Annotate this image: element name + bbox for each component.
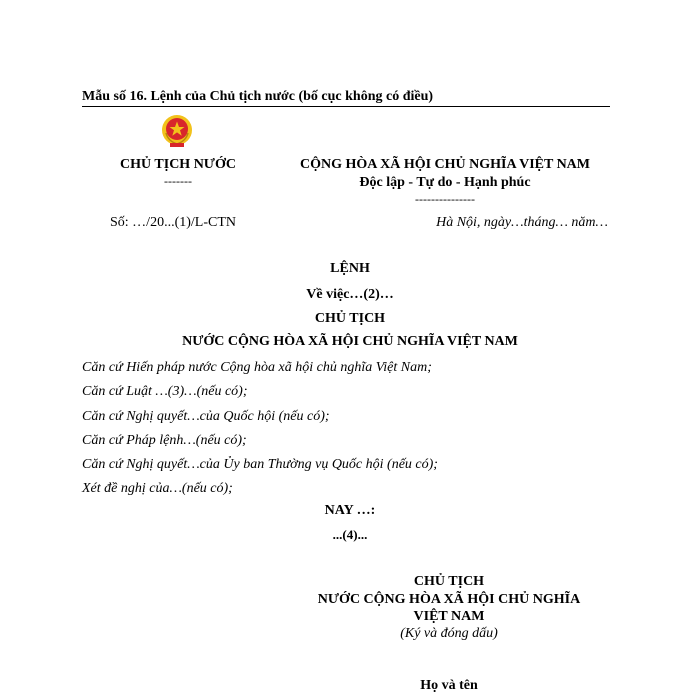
order-heading: NAY …:	[324, 503, 376, 518]
title-rule	[82, 106, 610, 107]
legal-basis-line: Căn cứ Pháp lệnh…(nếu có);	[82, 433, 247, 448]
issuer-title: CHỦ TỊCH	[314, 311, 386, 326]
issuing-authority: CHỦ TỊCH NƯỚC	[120, 157, 236, 172]
legal-basis-line: Căn cứ Nghị quyết…của Quốc hội (nếu có);	[82, 409, 330, 424]
signature-note: (Ký và đóng dấu)	[400, 626, 498, 641]
national-motto: Độc lập - Tự do - Hạnh phúc	[359, 175, 531, 190]
legal-basis-line: Căn cứ Luật …(3)…(nếu có);	[82, 384, 248, 399]
national-title: CỘNG HÒA XÃ HỘI CHỦ NGHĨA VIỆT NAM	[299, 157, 590, 172]
legal-basis-line: Xét đề nghị của…(nếu có);	[82, 481, 233, 496]
signature-country-line: VIỆT NAM	[413, 609, 485, 624]
legal-basis-line: Căn cứ Nghị quyết…của Ủy ban Thường vụ Quốc hội (nếu có);	[82, 457, 438, 472]
place-date: Hà Nội, ngày…tháng… năm…	[436, 215, 608, 230]
signature-title: CHỦ TỊCH	[413, 574, 485, 589]
form-title: Mẫu số 16. Lệnh của Chủ tịch nước (bố cục không có điều)	[82, 89, 434, 104]
motto-divider: ---------------	[415, 192, 475, 206]
issuer-country: NƯỚC CỘNG HÒA XÃ HỘI CHỦ NGHĨA VIỆT NAM	[182, 334, 518, 349]
order-content: ...(4)...	[332, 527, 368, 542]
national-emblem-icon	[160, 113, 194, 149]
signer-name: Họ và tên	[420, 678, 478, 693]
signature-country-line: NƯỚC CỘNG HÒA XÃ HỘI CHỦ NGHĨA	[317, 592, 581, 607]
document-type: LỆNH	[330, 261, 370, 276]
legal-basis-line: Căn cứ Hiến pháp nước Cộng hòa xã hội chủ nghĩa Việt Nam;	[82, 360, 432, 375]
document-subject: Về việc…(2)…	[306, 287, 394, 302]
authority-divider: -------	[164, 174, 192, 188]
document-number: Số: …/20...(1)/L-CTN	[110, 215, 236, 230]
